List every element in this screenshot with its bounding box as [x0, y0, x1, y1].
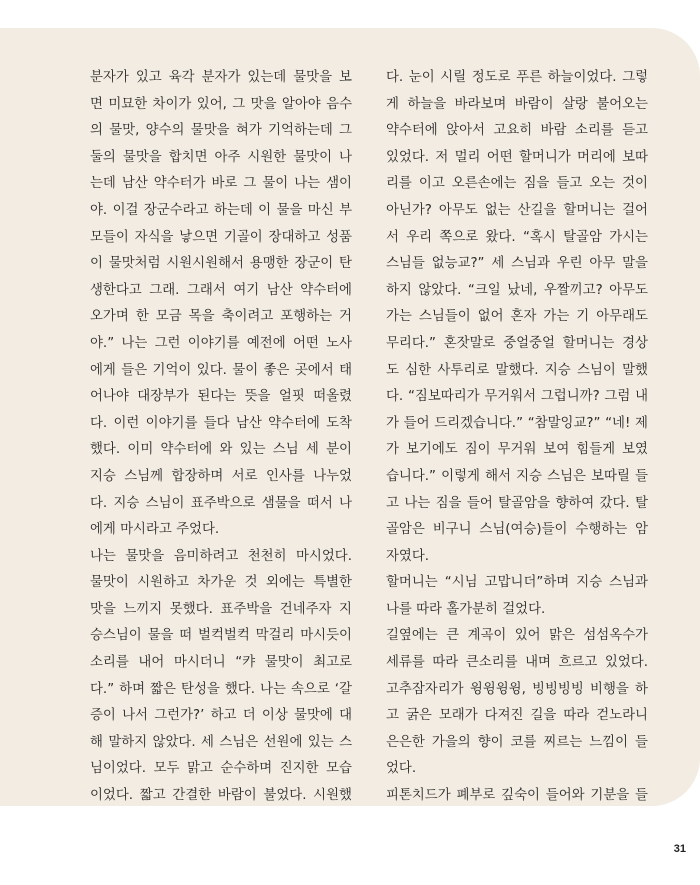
text-line: 맛을 느끼지 못했다. 표주박을 건네주자 지 — [90, 601, 352, 617]
left-text-column — [90, 65, 352, 810]
text-line: 은은한 가을의 향이 코를 찌르는 느낌이 들 — [386, 734, 648, 750]
text-line: 물맛이 시원하고 차가운 것 외에는 특별한 — [90, 575, 352, 591]
page-number: 31 — [673, 843, 686, 855]
text-line: 에게 들은 기억이 있다. 물이 좋은 곳에서 태 — [90, 362, 352, 378]
text-line: 이 물맛처럼 시원시원해서 용맹한 장군이 탄 — [90, 256, 352, 272]
text-line: 해 말하지 않았다. 세 스님은 선원에 있는 스 — [90, 734, 352, 750]
text-line: 모들이 자식을 낳으면 기골이 장대하고 성품 — [90, 229, 352, 245]
text-line: 무리다.” 혼잣말로 중얼중얼 할머니는 경상 — [386, 335, 648, 351]
text-line: 습니다.” 이렇게 해서 지승 스님은 보따릴 들 — [386, 468, 648, 484]
text-line: 면 미묘한 차이가 있어, 그 맛을 알아야 음수 — [90, 96, 352, 112]
text-line: 도 심한 사투리로 말했다. 지승 스님이 말했 — [386, 362, 648, 378]
text-line: 에게 마시라고 주었다. — [90, 522, 220, 538]
text-line: 다. 지승 스님이 표주박으로 샘물을 떠서 나 — [90, 495, 352, 511]
text-line: 야. 이걸 장군수라고 하는데 이 물을 마신 부 — [90, 202, 352, 218]
text-line: 가 보기에도 짐이 무거워 보여 힘들게 보였 — [386, 442, 648, 458]
text-line: 지승 스님께 합장하며 서로 인사를 나누었 — [90, 468, 352, 484]
text-line: 는데 남산 약수터가 바로 그 물이 나는 샘이 — [90, 176, 352, 192]
text-line: 했다. 이미 약수터에 와 있는 스님 세 분이 — [90, 442, 352, 458]
text-line: 리를 이고 오른손에는 짐을 들고 오는 것이 — [386, 176, 648, 192]
text-line: 분자가 있고 육각 분자가 있는데 물맛을 보 — [90, 70, 352, 85]
text-line: 야.” 나는 그런 이야기를 예전에 어떤 노사 — [90, 335, 352, 351]
text-line: 약수터에 앉아서 고요히 바람 소리를 듣고 — [386, 123, 648, 139]
text-line: 할머니는 “시님 고맙니더”하며 지승 스님과 — [386, 575, 648, 591]
text-line: 고 굵은 모래가 다져진 길을 따라 걷노라니 — [386, 708, 648, 724]
text-line: 고 나는 짐을 들어 탈골암을 향하여 갔다. 탈 — [386, 495, 648, 511]
text-line: 다.” 하며 짧은 탄성을 했다. 나는 속으로 ‘갈 — [90, 681, 352, 697]
text-line: 가는 스님들이 없어 혼자 가는 기 아무래도 — [386, 309, 648, 325]
text-line: 가 들어 드리겠습니다.” “참말잉교?” “네! 제 — [386, 415, 648, 431]
text-line: 의 물맛, 양수의 물맛을 혀가 기억하는데 그 — [90, 123, 352, 139]
text-line: 고추잠자리가 윙윙윙윙, 빙빙빙빙 비행을 하 — [386, 681, 648, 697]
text-line: 나는 물맛을 음미하려고 천천히 마시었다. — [90, 548, 352, 564]
text-line: 나를 따라 홀가분히 걸었다. — [386, 601, 546, 617]
text-line: 게 하늘을 바라보며 바람이 살랑 불어오는 — [386, 96, 648, 112]
text-line: 생한다고 그래. 그래서 여기 남산 약수터에 — [90, 282, 352, 298]
text-line: 스님들 없능교?” 세 스님과 우린 아무 말을 — [386, 256, 648, 272]
text-line: 둘의 물맛을 합치면 아주 시원한 물맛이 나 — [90, 149, 352, 165]
text-line: 다. 눈이 시릴 정도로 푸른 하늘이었다. 그렇 — [386, 70, 648, 85]
text-line: 다. 이런 이야기를 들다 남산 약수터에 도착 — [90, 415, 352, 431]
text-line: 자였다. — [386, 548, 430, 564]
text-line: 하지 않았다. “크일 났네, 우짤끼고? 아무도 — [386, 282, 648, 298]
text-line: 다. “짐보따리가 무거워서 그럽니까? 그럼 내 — [386, 389, 648, 405]
text-line: 아닌가? 아무도 없는 산길을 할머니는 걸어 — [386, 202, 648, 218]
text-line: 세류를 따라 큰소리를 내며 흐르고 있었다. — [386, 655, 648, 671]
text-line: 길옆에는 큰 계곡이 있어 맑은 섬섬옥수가 — [386, 628, 648, 644]
text-line: 이었다. 짧고 간결한 바람이 불었다. 시원했 — [90, 788, 352, 804]
text-line: 소리를 내어 마시더니 “캬 물맛이 최고로 — [90, 655, 352, 671]
text-line: 었다. — [386, 761, 417, 777]
text-line: 피톤치드가 폐부로 깊숙이 들어와 기분을 들 — [386, 788, 648, 804]
right-text-column — [386, 65, 648, 810]
text-line: 승스님이 물을 떠 벌컥벌컥 막걸리 마시듯이 — [90, 628, 352, 644]
text-line: 증이 나서 그런가?’ 하고 더 이상 물맛에 대 — [90, 708, 352, 724]
text-line: 어나야 대장부가 된다는 뜻을 얼핏 떠올렸 — [90, 389, 352, 405]
text-line: 서 우리 쪽으로 왔다. “혹시 탈골암 가시는 — [386, 229, 648, 245]
text-line: 오가며 한 모금 목을 축이려고 포행하는 거 — [90, 309, 352, 325]
text-line: 있었다. 저 멀리 어떤 할머니가 머리에 보따 — [386, 149, 648, 165]
text-line: 님이었다. 모두 맑고 순수하며 진지한 모습 — [90, 761, 352, 777]
text-line: 골암은 비구니 스님(여승)들이 수행하는 암 — [386, 522, 648, 538]
